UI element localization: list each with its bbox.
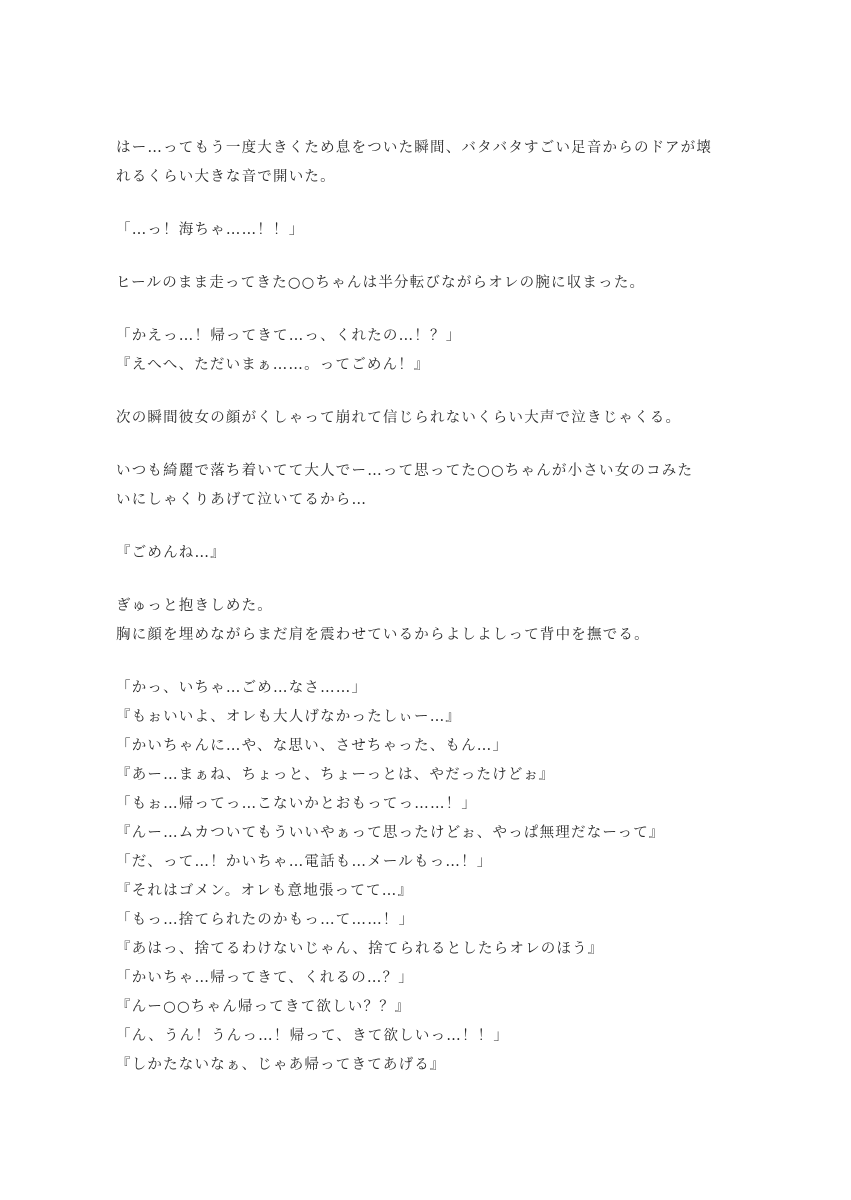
text-line: 『それはゴメン。オレも意地張ってて…』 bbox=[116, 883, 414, 899]
text-line: 「もっ…捨てられたのかもっ…て……！」 bbox=[116, 912, 415, 928]
text-line: 『もぉいいよ、オレも大人げなかったしぃー…』 bbox=[116, 709, 462, 725]
text-line: 『あー…まぁね、ちょっと、ちょーっとは、やだったけどぉ』 bbox=[116, 767, 555, 783]
text-line: 『ごめんね…』 bbox=[116, 545, 226, 561]
text-line: 『んー○○ちゃん帰ってきて欲しい？？』 bbox=[116, 999, 411, 1015]
text-line: 「ん、うん！うんっ…！帰って、きて欲しいっ…！！」 bbox=[116, 1028, 510, 1044]
text-line: 『んー…ムカついてもういいやぁって思ったけどぉ、やっぱ無理だなーって』 bbox=[116, 825, 665, 841]
text-line: ぎゅっと抱きしめた。 bbox=[116, 598, 273, 614]
paragraph bbox=[116, 269, 766, 298]
paragraph-gap bbox=[116, 515, 766, 539]
text-line: いにしゃくりあげて泣いてるから… bbox=[116, 492, 368, 508]
text-line: ヒールのまま走ってきた○○ちゃんは半分転びながらオレの腕に収まった。 bbox=[116, 275, 646, 291]
paragraph bbox=[116, 539, 766, 568]
paragraph-gap bbox=[116, 650, 766, 674]
text-line: れるくらい大きな音で開いた。 bbox=[116, 169, 336, 185]
text-line: 胸に顔を埋めながらまだ肩を震わせているからよしよしって背中を撫でる。 bbox=[116, 627, 650, 643]
text-line: 「…っ！海ちゃ……！！」 bbox=[116, 222, 305, 238]
text-line: 「かえっ…！帰ってきて…っ、くれたの…！？」 bbox=[116, 328, 462, 344]
paragraph bbox=[116, 674, 766, 1080]
paragraph bbox=[116, 216, 766, 245]
paragraph-gap bbox=[116, 192, 766, 216]
text-line: 「もぉ…帰ってっ…こないかとおもってっ……！」 bbox=[116, 796, 478, 812]
document-body bbox=[116, 134, 766, 1080]
paragraph bbox=[116, 404, 766, 433]
text-line: 次の瞬間彼女の顔がくしゃって崩れて信じられないくらい大声で泣きじゃくる。 bbox=[116, 410, 682, 426]
text-line: 「だ、って…！かいちゃ…電話も…メールもっ…！」 bbox=[116, 854, 493, 870]
paragraph bbox=[116, 134, 766, 192]
paragraph bbox=[116, 457, 766, 515]
paragraph bbox=[116, 592, 766, 650]
text-line: 『しかたないなぁ、じゃあ帰ってきてあげる』 bbox=[116, 1057, 446, 1073]
paragraph-gap bbox=[116, 298, 766, 322]
paragraph bbox=[116, 322, 766, 380]
paragraph-gap bbox=[116, 568, 766, 592]
text-line: 『えへへ、ただいまぁ……。ってごめん！』 bbox=[116, 357, 430, 373]
paragraph-gap bbox=[116, 245, 766, 269]
text-line: 「かいちゃんに…や、な思い、させちゃった、もん…」 bbox=[116, 738, 509, 754]
text-line: 「かっ、いちゃ…ごめ…なさ……」 bbox=[116, 680, 368, 696]
text-line: 『あはっ、捨てるわけないじゃん、捨てられるとしたらオレのほう』 bbox=[116, 941, 604, 957]
text-line: はー…ってもう一度大きくため息をついた瞬間、バタバタすごい足音からのドアが壊 bbox=[116, 140, 713, 156]
paragraph-gap bbox=[116, 433, 766, 457]
text-line: いつも綺麗で落ち着いてて大人でー…って思ってた○○ちゃんが小さい女のコみた bbox=[116, 463, 694, 479]
paragraph-gap bbox=[116, 380, 766, 404]
text-line: 「かいちゃ…帰ってきて、くれるの…？」 bbox=[116, 970, 415, 986]
